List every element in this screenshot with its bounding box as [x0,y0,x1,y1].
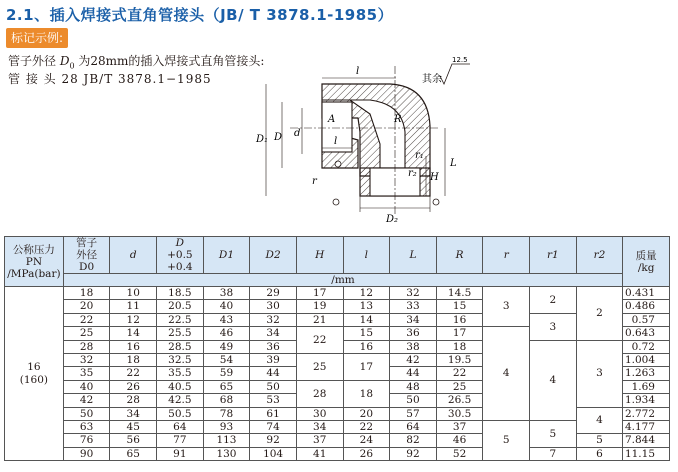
label-A: A [328,114,336,125]
cell-d0: 40 [63,380,110,393]
cell-d: 22 [110,367,157,380]
cell-l: 22 [343,421,390,434]
example-sub: 0 [69,61,75,71]
cell-L: 48 [390,380,437,393]
cell-d0: 76 [63,434,110,447]
cell-L: 82 [390,434,437,447]
cell-D1: 113 [203,434,250,447]
header-d: d [110,237,157,274]
cell-D2: 30 [250,300,297,313]
cell-l: 12 [343,287,390,300]
cell-R: 19.5 [436,354,483,367]
cell-H: 22 [296,327,343,354]
header-R: R [436,237,483,274]
cell-D: 64 [157,421,204,434]
cell-l: 20 [343,407,390,420]
cell-H: 19 [296,300,343,313]
cell-L: 42 [390,354,437,367]
label-H: H [430,172,439,183]
example-text-post: 为28mm的插入焊接式直角管接头: [74,54,265,68]
cell-R: 26.5 [436,394,483,407]
header-D1: D1 [203,237,250,274]
cell-R: 17 [436,327,483,340]
label-D: D [274,132,283,143]
cell-d: 45 [110,421,157,434]
cell-L: 33 [390,300,437,313]
cell-mass: 0.57 [623,313,670,326]
cell-D2: 104 [250,447,297,460]
cell-D1: 65 [203,380,250,393]
cell-D1: 49 [203,340,250,353]
cell-mass: 2.772 [623,407,670,420]
example-var: D [59,54,70,68]
cell-r: 5 [483,421,530,461]
spec-table [4,236,670,461]
cell-L: 38 [390,340,437,353]
cell-D1: 68 [203,394,250,407]
cell-L: 36 [390,327,437,340]
cell-r2: 6 [576,447,623,460]
cell-d: 10 [110,287,157,300]
cell-D1: 38 [203,287,250,300]
cell-H: 25 [296,354,343,381]
cell-mass: 1.004 [623,354,670,367]
label-L: L [450,158,457,169]
roughness-value: 12.5 [452,56,468,64]
header-pn: 公称压力 PN /MPa(bar) [5,237,64,287]
label-r: r [312,176,317,187]
cell-R: 46 [436,434,483,447]
cell-R: 52 [436,447,483,460]
cell-D: 50.5 [157,407,204,420]
cell-r2: 2 [576,287,623,341]
cell-L: 92 [390,447,437,460]
header-mass: 质量 /kg [623,237,670,287]
cell-l: 17 [343,354,390,381]
cell-d0: 90 [63,447,110,460]
marking-example-badge: 标记示例: [6,28,68,48]
cell-D1: 130 [203,447,250,460]
cell-D1: 93 [203,421,250,434]
cell-r1: 7 [530,447,577,460]
cell-l: 14 [343,313,390,326]
cell-d: 16 [110,340,157,353]
cell-H: 41 [296,447,343,460]
cell-D2: 53 [250,394,297,407]
cell-D2: 50 [250,380,297,393]
cell-L: 32 [390,287,437,300]
header-D: D +0.5 +0.4 [157,237,204,274]
header-l: l [343,237,390,274]
page-title: 2.1、插入焊接式直角管接头（JB/ T 3878.1-1985） [6,6,394,24]
cell-H: 21 [296,313,343,326]
cell-r2: 5 [576,434,623,447]
cell-d: 56 [110,434,157,447]
cell-D2: 36 [250,340,297,353]
cell-mass: 4.177 [623,421,670,434]
cell-r: 3 [483,287,530,327]
cell-d0: 22 [63,313,110,326]
cell-d: 14 [110,327,157,340]
cell-l: 26 [343,447,390,460]
label-r1: r₁ [415,150,424,161]
header-d0: 管子 外径 D0 [63,237,110,274]
cell-D2: 39 [250,354,297,367]
cell-l: 18 [343,380,390,407]
cell-H: 28 [296,380,343,407]
cell-H: 30 [296,407,343,420]
header-r1: r1 [530,237,577,274]
cell-H: 34 [296,421,343,434]
cell-R: 25 [436,380,483,393]
cell-d0: 25 [63,327,110,340]
cell-d: 18 [110,354,157,367]
cell-R: 22 [436,367,483,380]
cell-D2: 29 [250,287,297,300]
label-l-top: l [356,66,360,77]
cell-d0: 20 [63,300,110,313]
cell-d: 34 [110,407,157,420]
cell-mass: 0.72 [623,340,670,353]
cell-D1: 46 [203,327,250,340]
label-r2: r₂ [408,168,417,179]
cell-D2: 32 [250,313,297,326]
cell-d: 26 [110,380,157,393]
header-r: r [483,237,530,274]
cell-mass: 0.643 [623,327,670,340]
technical-drawing [230,56,480,228]
cell-D2: 92 [250,434,297,447]
label-l-mid: l [334,136,338,147]
cell-d0: 32 [63,354,110,367]
cell-D1: 54 [203,354,250,367]
cell-D: 25.5 [157,327,204,340]
cell-D1: 43 [203,313,250,326]
cell-d: 65 [110,447,157,460]
label-D1: D₁ [256,134,269,145]
header-L: L [390,237,437,274]
cell-R: 30.5 [436,407,483,420]
cell-mass: 1.69 [623,380,670,393]
cell-l: 16 [343,340,390,353]
cell-R: 15 [436,300,483,313]
cell-d0: 63 [63,421,110,434]
cell-D: 77 [157,434,204,447]
cell-D1: 78 [203,407,250,420]
cell-D: 20.5 [157,300,204,313]
cell-pn: 16 (160) [5,287,64,461]
cell-l: 13 [343,300,390,313]
cell-l: 15 [343,327,390,340]
cell-R: 14.5 [436,287,483,300]
cell-mass: 1.263 [623,367,670,380]
cell-D: 32.5 [157,354,204,367]
cell-d0: 18 [63,287,110,300]
cell-L: 57 [390,407,437,420]
cell-d: 11 [110,300,157,313]
cell-d0: 28 [63,340,110,353]
cell-r1: 3 [530,313,577,340]
cell-r1: 4 [530,340,577,420]
cell-mass: 0.486 [623,300,670,313]
cell-r1: 5 [530,421,577,448]
cell-d: 12 [110,313,157,326]
cell-L: 34 [390,313,437,326]
cell-H: 17 [296,287,343,300]
cell-mass: 1.934 [623,394,670,407]
cell-D: 91 [157,447,204,460]
example-line-1 [8,52,264,70]
label-d: d [294,128,301,139]
cell-H: 37 [296,434,343,447]
cell-mass: 0.431 [623,287,670,300]
header-unit: /mm [63,274,623,287]
cell-d0: 50 [63,407,110,420]
cell-mass: 11.15 [623,447,670,460]
label-D2: D₂ [386,214,399,225]
example-text-pre: 管子外径 [8,54,60,68]
header-D2: D2 [250,237,297,274]
cell-D2: 61 [250,407,297,420]
cell-d0: 42 [63,394,110,407]
cell-D: 28.5 [157,340,204,353]
cell-r1: 2 [530,287,577,314]
cell-R: 18 [436,340,483,353]
cell-D2: 34 [250,327,297,340]
cell-D: 18.5 [157,287,204,300]
cell-r2: 3 [576,340,623,407]
cell-d: 28 [110,394,157,407]
label-R: R [394,114,402,125]
cell-L: 44 [390,367,437,380]
cell-L: 64 [390,421,437,434]
cell-R: 16 [436,313,483,326]
header-r2: r2 [576,237,623,274]
cell-D: 35.5 [157,367,204,380]
cell-D2: 74 [250,421,297,434]
cell-D1: 59 [203,367,250,380]
other-label: 其余 [422,74,442,85]
cell-r2: 4 [576,407,623,434]
cell-D1: 40 [203,300,250,313]
header-H: H [296,237,343,274]
cell-R: 37 [436,421,483,434]
cell-d0: 35 [63,367,110,380]
cell-l: 24 [343,434,390,447]
cell-D2: 44 [250,367,297,380]
cell-D: 42.5 [157,394,204,407]
cell-L: 50 [390,394,437,407]
example-line-2: 管 接 头 28 JB/T 3878.1−1985 [8,72,212,86]
cell-D: 40.5 [157,380,204,393]
cell-mass: 7.844 [623,434,670,447]
cell-D: 22.5 [157,313,204,326]
cell-r: 4 [483,327,530,421]
